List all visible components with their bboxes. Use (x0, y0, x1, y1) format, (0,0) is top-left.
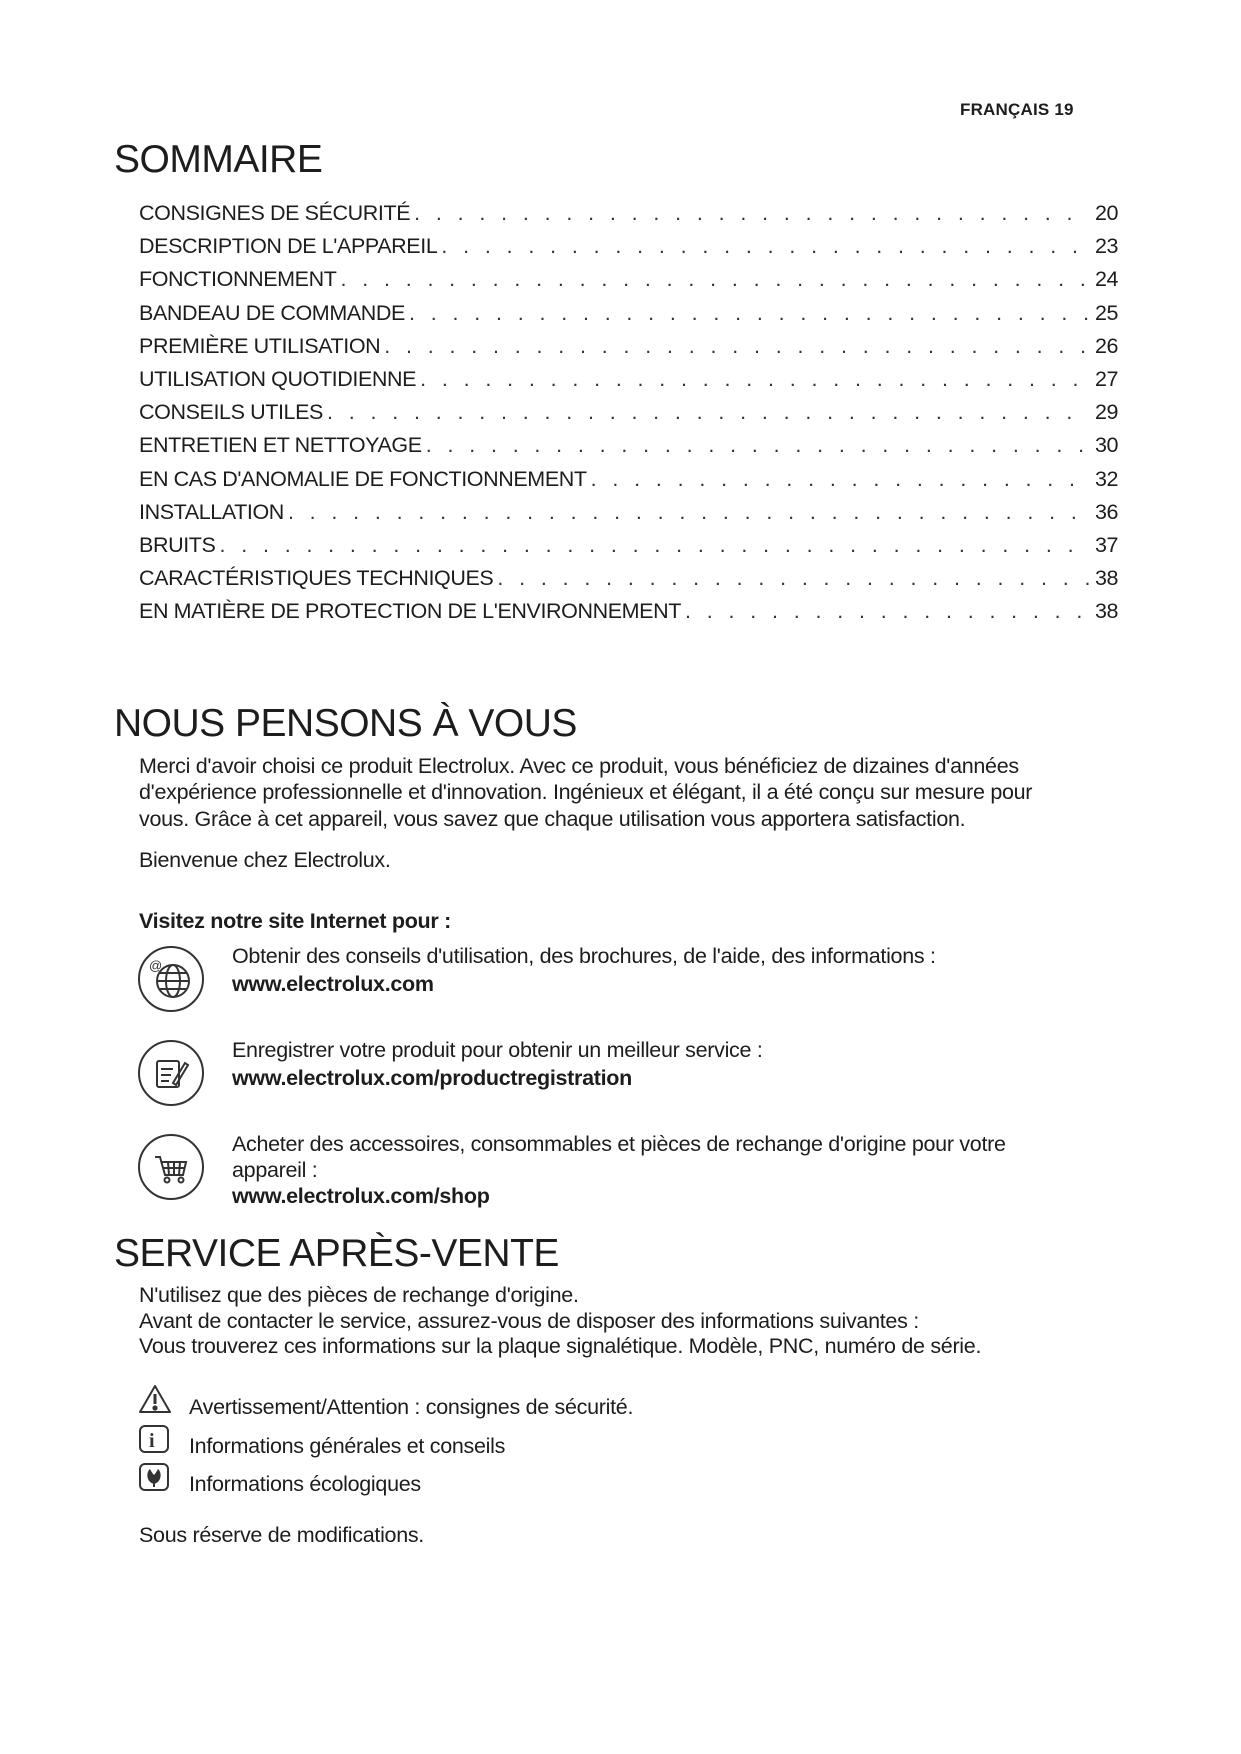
shopping-cart-icon (138, 1134, 204, 1200)
toc-item-label: EN MATIÈRE DE PROTECTION DE L'ENVIRONNEMENT (139, 599, 681, 624)
page-label: FRANÇAIS 19 (960, 100, 1074, 119)
toc-item-page: 24 (1095, 267, 1119, 292)
leader-dots (420, 367, 1089, 392)
toc-item-label: CONSIGNES DE SÉCURITÉ (139, 201, 411, 225)
toc-item[interactable] (139, 400, 1127, 433)
shop-link[interactable]: www.electrolux.com/shop (232, 1184, 490, 1208)
toc-item[interactable] (139, 533, 1127, 566)
welcome-text: Bienvenue chez Electrolux. (139, 848, 391, 872)
footer-note: Sous réserve de modifications. (139, 1523, 424, 1547)
sommaire-title: SOMMAIRE (114, 138, 323, 181)
leader-dots (685, 599, 1089, 624)
visit-heading: Visitez notre site Internet pour : (139, 909, 451, 933)
leader-dots (327, 400, 1089, 425)
nous-pensons-title: NOUS PENSONS À VOUS (114, 702, 577, 745)
website-link[interactable]: www.electrolux.com (232, 972, 434, 996)
leader-dots (497, 566, 1089, 591)
toc-item-page: 26 (1095, 333, 1119, 358)
svg-text:@: @ (149, 958, 163, 973)
toc-item-page: 20 (1095, 201, 1119, 225)
leader-dots (409, 301, 1089, 326)
toc-item-page: 23 (1095, 234, 1119, 259)
toc-item[interactable] (139, 334, 1127, 367)
warning-legend-text: Avertissement/Attention : consignes de sécurité. (189, 1395, 634, 1419)
toc-item-page: 25 (1095, 300, 1119, 325)
toc-item-label: INSTALLATION (139, 499, 284, 524)
toc-item-page: 27 (1095, 366, 1119, 391)
leader-dots (288, 500, 1089, 525)
toc-item[interactable] (139, 267, 1127, 300)
link-1-description: Obtenir des conseils d'utilisation, des brochures, de l'aide, des informations : (232, 944, 936, 968)
toc-item[interactable] (139, 467, 1127, 500)
leader-dots (441, 234, 1089, 259)
toc-item[interactable] (139, 234, 1127, 267)
toc-item-page: 36 (1095, 499, 1119, 524)
table-of-contents (139, 201, 1127, 632)
leader-dots (414, 201, 1089, 226)
toc-item-label: CARACTÉRISTIQUES TECHNIQUES (139, 566, 494, 591)
service-title: SERVICE APRÈS-VENTE (114, 1232, 559, 1275)
toc-item-page: 32 (1095, 466, 1119, 491)
service-line-3: Vous trouverez ces informations sur la plaque signalétique. Modèle, PNC, numéro de série. (139, 1334, 982, 1358)
toc-item-label: DESCRIPTION DE L'APPAREIL (139, 234, 438, 259)
toc-item-label: EN CAS D'ANOMALIE DE FONCTIONNEMENT (139, 466, 587, 491)
toc-item-label: CONSEILS UTILES (139, 400, 323, 425)
link-2-description: Enregistrer votre produit pour obtenir un meilleur service : (232, 1038, 763, 1062)
link-3-description: Acheter des accessoires, consommables et pièces de rechange d'origine pour votre (232, 1132, 1006, 1156)
toc-item-label: FONCTIONNEMENT (139, 267, 337, 292)
toc-item[interactable] (139, 367, 1127, 400)
leader-dots (219, 533, 1089, 558)
toc-item-label: BANDEAU DE COMMANDE (139, 300, 405, 325)
link-3-description-cont: appareil : (232, 1158, 318, 1182)
toc-item-label: PREMIÈRE UTILISATION (139, 333, 381, 358)
info-legend-text: Informations générales et conseils (189, 1434, 506, 1458)
info-icon (138, 1424, 172, 1454)
intro-line-3: vous. Grâce à cet appareil, vous savez que chaque utilisation vous apportera satisfaction. (139, 807, 966, 831)
toc-item-label: BRUITS (139, 532, 216, 557)
registration-icon (138, 1040, 204, 1106)
eco-icon (138, 1462, 172, 1492)
toc-item[interactable] (139, 201, 1127, 234)
warning-icon (138, 1384, 172, 1414)
leader-dots (340, 267, 1089, 292)
svg-text:i: i (149, 1430, 155, 1452)
toc-item-page: 30 (1095, 433, 1119, 458)
leader-dots (384, 334, 1089, 359)
toc-item-page: 38 (1095, 599, 1119, 624)
toc-item-label: ENTRETIEN ET NETTOYAGE (139, 433, 422, 458)
intro-line-1: Merci d'avoir choisi ce produit Electrolux. Avec ce produit, vous bénéficiez de dizaines d'années (139, 754, 1019, 778)
toc-item-label: UTILISATION QUOTIDIENNE (139, 366, 417, 391)
toc-item-page: 38 (1095, 566, 1119, 591)
globe-icon (138, 946, 204, 1012)
eco-legend-text: Informations écologiques (189, 1472, 421, 1496)
service-line-1: N'utilisez que des pièces de rechange d'origine. (139, 1283, 579, 1307)
toc-item[interactable] (139, 433, 1127, 466)
toc-item[interactable] (139, 301, 1127, 334)
toc-item-page: 37 (1095, 532, 1119, 557)
toc-item[interactable] (139, 500, 1127, 533)
toc-item[interactable] (139, 566, 1127, 599)
intro-line-2: d'expérience professionnelle et d'innovation. Ingénieux et élégant, il a été conçu sur mesure pour (139, 780, 1033, 804)
service-line-2: Avant de contacter le service, assurez-vous de disposer des informations suivantes : (139, 1309, 919, 1333)
toc-item[interactable] (139, 599, 1127, 632)
toc-item-page: 29 (1095, 400, 1119, 425)
product-registration-link[interactable]: www.electrolux.com/productregistration (232, 1066, 632, 1090)
leader-dots (591, 467, 1089, 492)
leader-dots (426, 433, 1089, 458)
